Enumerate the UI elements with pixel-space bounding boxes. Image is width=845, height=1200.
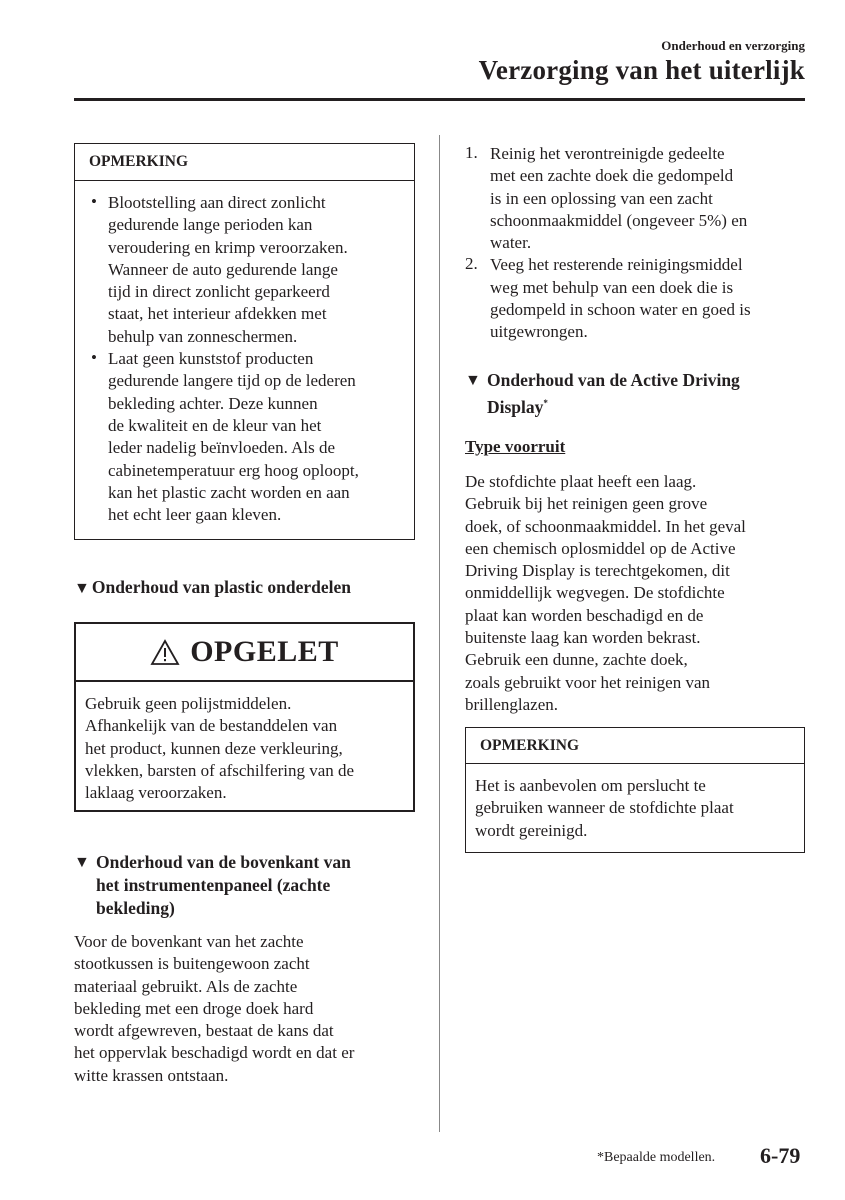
text-line: Gebruik geen polijstmiddelen.: [85, 694, 292, 713]
page-title: Verzorging van het uiterlijk: [478, 55, 805, 85]
text-line: Laat geen kunststof producten: [108, 349, 314, 369]
text-line: weg met behulp van een doek die is: [490, 277, 734, 297]
caution-box: [74, 622, 415, 812]
text-line: Afhankelijk van de bestanddelen van: [85, 716, 338, 736]
text-line: Voor de bovenkant van het zachte: [74, 932, 304, 951]
text-line: schoonmaakmiddel (ongeveer 5%) en: [490, 210, 748, 230]
triangle-down-icon: ▼: [74, 580, 90, 597]
text-line: een chemisch oplosmiddel op de Active: [465, 538, 736, 558]
footnote: *Bepaalde modellen.: [597, 1150, 716, 1165]
text-line: gebruiken wanneer de stofdichte plaat: [475, 798, 734, 818]
adb-body: [465, 471, 746, 716]
text-line: behulp van zonneschermen.: [108, 326, 298, 346]
text-line: Gebruik een dunne, zachte doek,: [465, 650, 688, 670]
text-line: het oppervlak beschadigd wordt en dat er: [74, 1043, 355, 1063]
bullet-icon: •: [91, 348, 97, 368]
text-line: gedompeld in schoon water en goed is: [490, 300, 751, 320]
text-line: het echt leer gaan kleven.: [108, 505, 282, 525]
section-label: Onderhoud en verzorging: [661, 38, 805, 53]
warning-triangle-icon: [150, 639, 180, 666]
text-line: bekleding achter. Deze kunnen: [108, 393, 318, 413]
text-line: leder nadelig beïnvloeden. Als de: [108, 438, 336, 458]
text-line: De stofdichte plaat heeft een laag.: [465, 472, 697, 491]
text-line: gedurende langere tijd op de lederen: [108, 371, 356, 391]
text-line: kan het plastic zacht worden en aan: [108, 482, 350, 502]
caution-text: [85, 693, 354, 804]
text-line: de kwaliteit en de kleur van het: [108, 415, 322, 435]
note-box: [465, 727, 805, 853]
note-box: [74, 143, 415, 540]
heading-text: Display: [487, 396, 544, 417]
triangle-down-icon: ▼: [74, 854, 90, 871]
step-number: 2.: [465, 254, 478, 274]
text-line: plaat kan worden beschadigd en de: [465, 605, 704, 625]
text-line: uitgewrongen.: [490, 322, 588, 342]
text-line: het product, kunnen deze verkleuring,: [85, 738, 343, 758]
step-1: [490, 143, 805, 254]
text-line: gedurende lange perioden kan: [108, 215, 313, 235]
text-line: cabinetemperatuur erg hoog oploopt,: [108, 460, 359, 480]
text-line: met een zachte doek die gedompeld: [490, 166, 734, 186]
note-title: OPMERKING: [75, 144, 414, 181]
note-title: OPMERKING: [466, 728, 804, 764]
text-line: doek, of schoonmaakmiddel. In het geval: [465, 516, 746, 536]
text-line: Wanneer de auto gedurende lange: [108, 259, 338, 279]
header-rule: [74, 98, 805, 101]
step-number: 1.: [465, 143, 478, 162]
section-heading-plastic: [74, 576, 351, 600]
text-line: het instrumentenpaneel (zachte: [96, 875, 331, 895]
text-line: onmiddellijk wegvegen. De stofdichte: [465, 583, 725, 603]
text-line: tijd in direct zonlicht geparkeerd: [108, 282, 330, 302]
footnote-mark: *: [543, 398, 548, 408]
text-line: Het is aanbevolen om perslucht te: [475, 776, 706, 795]
text-line: wordt gereinigd.: [475, 820, 588, 840]
text-line: witte krassen ontstaan.: [74, 1065, 229, 1085]
section-heading-dashboard: [74, 851, 351, 920]
dashboard-body: [74, 931, 354, 1087]
text-line: Veeg het resterende reinigingsmiddel: [490, 255, 743, 275]
text-line: Onderhoud van de bovenkant van: [96, 852, 351, 872]
subheading-type-voorruit: Type voorruit: [465, 437, 566, 456]
text-line: is in een oplossing van een zacht: [490, 188, 713, 208]
section-heading-adb: [465, 369, 740, 419]
text-line: bekleding): [96, 898, 175, 918]
text-line: zoals gebruikt voor het reinigen van: [465, 672, 711, 692]
text-line: Driving Display is terechtgekomen, dit: [465, 561, 730, 581]
text-line: Blootstelling aan direct zonlicht: [108, 193, 326, 212]
text-line: veroudering en krimp veroorzaken.: [108, 237, 348, 257]
text-line: vlekken, barsten of afschilfering van de: [85, 760, 355, 780]
triangle-down-icon: ▼: [465, 372, 481, 389]
bullet-icon: •: [91, 192, 97, 211]
text-line: buitenste laag kan worden bekrast.: [465, 628, 701, 648]
heading-text: Onderhoud van plastic onderdelen: [91, 577, 351, 597]
heading-text: [96, 851, 351, 920]
text-line: brillenglazen.: [465, 694, 558, 714]
text-line: laklaag veroorzaken.: [85, 783, 227, 803]
text-line: Gebruik bij het reinigen geen grove: [465, 494, 708, 514]
note-text: [475, 775, 734, 842]
text-line: bekleding met een droge doek hard: [74, 998, 314, 1018]
heading-text: Onderhoud van de Active Driving: [487, 370, 740, 390]
step-2: [490, 254, 805, 343]
note-bullet-2: [108, 348, 414, 526]
text-line: stootkussen is buitengewoon zacht: [74, 954, 310, 974]
caution-title: OPGELET: [190, 635, 339, 668]
caution-header: [76, 624, 413, 682]
steps-list: [465, 143, 805, 344]
text-line: Reinig het verontreinigde gedeelte: [490, 144, 725, 163]
text-line: wordt afgewreven, bestaat de kans dat: [74, 1021, 334, 1041]
note-bullet-1: [108, 192, 414, 348]
text-line: staat, het interieur afdekken met: [108, 304, 327, 324]
column-divider: [439, 135, 440, 1132]
text-line: materiaal gebruikt. Als de zachte: [74, 976, 298, 996]
text-line: water.: [490, 233, 532, 253]
page-number: 6-79: [760, 1143, 801, 1168]
